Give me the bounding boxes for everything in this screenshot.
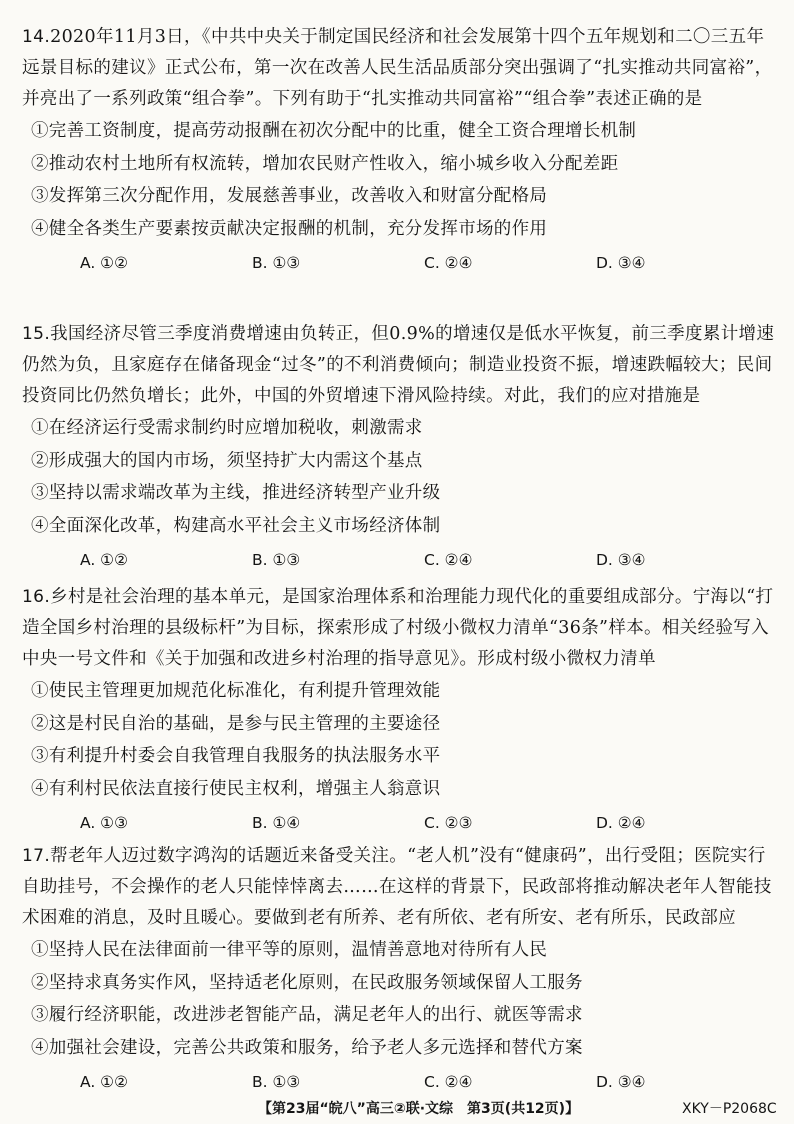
question-number: 15. (22, 324, 51, 344)
question-number: 17. (22, 846, 51, 866)
question-17 (22, 841, 780, 1100)
option-4: ④加强社会建设，完善公共政策和服务，给予老人多元选择和替代方案 (31, 1037, 583, 1058)
choice-c[interactable]: C. ②③ (424, 814, 473, 832)
option-3: ③坚持以需求端改革为主线，推进经济转型产业升级 (31, 483, 441, 503)
answer-choices (22, 542, 780, 578)
question-number: 14. (22, 27, 51, 47)
choice-d[interactable]: D. ③④ (596, 254, 646, 272)
choice-a[interactable]: A. ①② (80, 551, 128, 569)
choice-b[interactable]: B. ①④ (252, 814, 301, 832)
choice-b[interactable]: B. ①③ (252, 1073, 301, 1091)
choice-d[interactable]: D. ③④ (596, 551, 646, 569)
question-stem (22, 582, 780, 675)
option-1: ①完善工资制度，提高劳动报酬在初次分配中的比重，健全工资合理增长机制 (31, 121, 637, 141)
question-15 (22, 319, 780, 578)
option-3: ③有利提升村委会自我管理自我服务的执法服务水平 (31, 746, 441, 766)
option-2: ②这是村民自治的基础，是参与民主管理的主要途径 (31, 713, 441, 734)
option-3: ③履行经济职能，改进涉老智能产品，满足老年人的出行、就医等需求 (31, 1005, 583, 1025)
question-number: 16. (22, 587, 51, 607)
question-text: 2020年11月3日，《中共中央关于制定国民经济和社会发展第十四个五年规划和二〇三五年远景目标的建议》正式公布，第一次在改善人民生活品质部分突出强调了“扎实推动共同富裕”，并亮出了一系列政策“组合拳”。下列有助于“扎实推动共同富裕”“组合拳”表述正确的是 (22, 27, 773, 109)
question-16 (22, 582, 780, 841)
option-4: ④健全各类生产要素按贡献决定报酬的机制，充分发挥市场的作用 (31, 218, 548, 239)
option-1: ①坚持人民在法律面前一律平等的原则，温情善意地对待所有人民 (31, 940, 548, 960)
question-14 (22, 22, 780, 281)
footer-code: XKY－P2068C (682, 1101, 777, 1117)
choice-b[interactable]: B. ①③ (252, 254, 301, 272)
answer-choices (22, 245, 780, 281)
choice-c[interactable]: C. ②④ (424, 254, 473, 272)
choice-d[interactable]: D. ②④ (596, 814, 646, 832)
question-stem (22, 841, 780, 934)
choice-b[interactable]: B. ①③ (252, 551, 301, 569)
answer-choices (22, 1064, 780, 1100)
answer-choices (22, 805, 780, 841)
question-stem (22, 319, 780, 412)
choice-a[interactable]: A. ①③ (80, 814, 128, 832)
option-3: ③发挥第三次分配作用，发展慈善事业，改善收入和财富分配格局 (31, 186, 548, 206)
question-text: 乡村是社会治理的基本单元，是国家治理体系和治理能力现代化的重要组成部分。宁海以“打造全国乡村治理的县级标杆”为目标，探索形成了村级小微权力清单“36条”样本。相关经验写入中央一号文件和《关于加强和改进乡村治理的指导意见》。形成村级小微权力清单 (22, 587, 774, 669)
choice-a[interactable]: A. ①② (80, 254, 128, 272)
question-text: 我国经济尽管三季度消费增速由负转正，但0.9%的增速仅是低水平恢复，前三季度累计增速仍然为负，且家庭存在储备现金“过冬”的不利消费倾向；制造业投资不振，增速跌幅较大；民间投资同比仍然负增长；此外，中国的外贸增速下滑风险持续。对此，我们的应对措施是 (22, 324, 775, 406)
question-stem (22, 22, 780, 115)
option-2: ②推动农村土地所有权流转，增加农民财产性收入，缩小城乡收入分配差距 (31, 153, 619, 174)
option-2: ②坚持求真务实作风，坚持适老化原则，在民政服务领域保留人工服务 (31, 972, 583, 993)
choice-c[interactable]: C. ②④ (424, 1073, 473, 1091)
option-2: ②形成强大的国内市场，须坚持扩大内需这个基点 (31, 450, 423, 471)
choice-a[interactable]: A. ①② (80, 1073, 128, 1091)
choice-c[interactable]: C. ②④ (424, 551, 473, 569)
option-4: ④有利村民依法直接行使民主权利，增强主人翁意识 (31, 778, 441, 799)
question-text: 帮老年人迈过数字鸿沟的话题近来备受关注。“老人机”没有“健康码”，出行受阻；医院实行自助挂号，不会操作的老人只能悻悻离去……在这样的背景下，民政部将推动解决老年人智能技术困难的消息，及时且暖心。要做到老有所养、老有所依、老有所安、老有所乐，民政部应 (22, 846, 772, 928)
option-1: ①使民主管理更加规范化标准化，有利提升管理效能 (31, 681, 441, 701)
footer-page-info: 【第23届“皖八”高三②联·文综 第3页(共12页)】 (258, 1101, 580, 1117)
choice-d[interactable]: D. ③④ (596, 1073, 646, 1091)
option-1: ①在经济运行受需求制约时应增加税收，刺激需求 (31, 418, 423, 438)
option-4: ④全面深化改革，构建高水平社会主义市场经济体制 (31, 515, 441, 536)
